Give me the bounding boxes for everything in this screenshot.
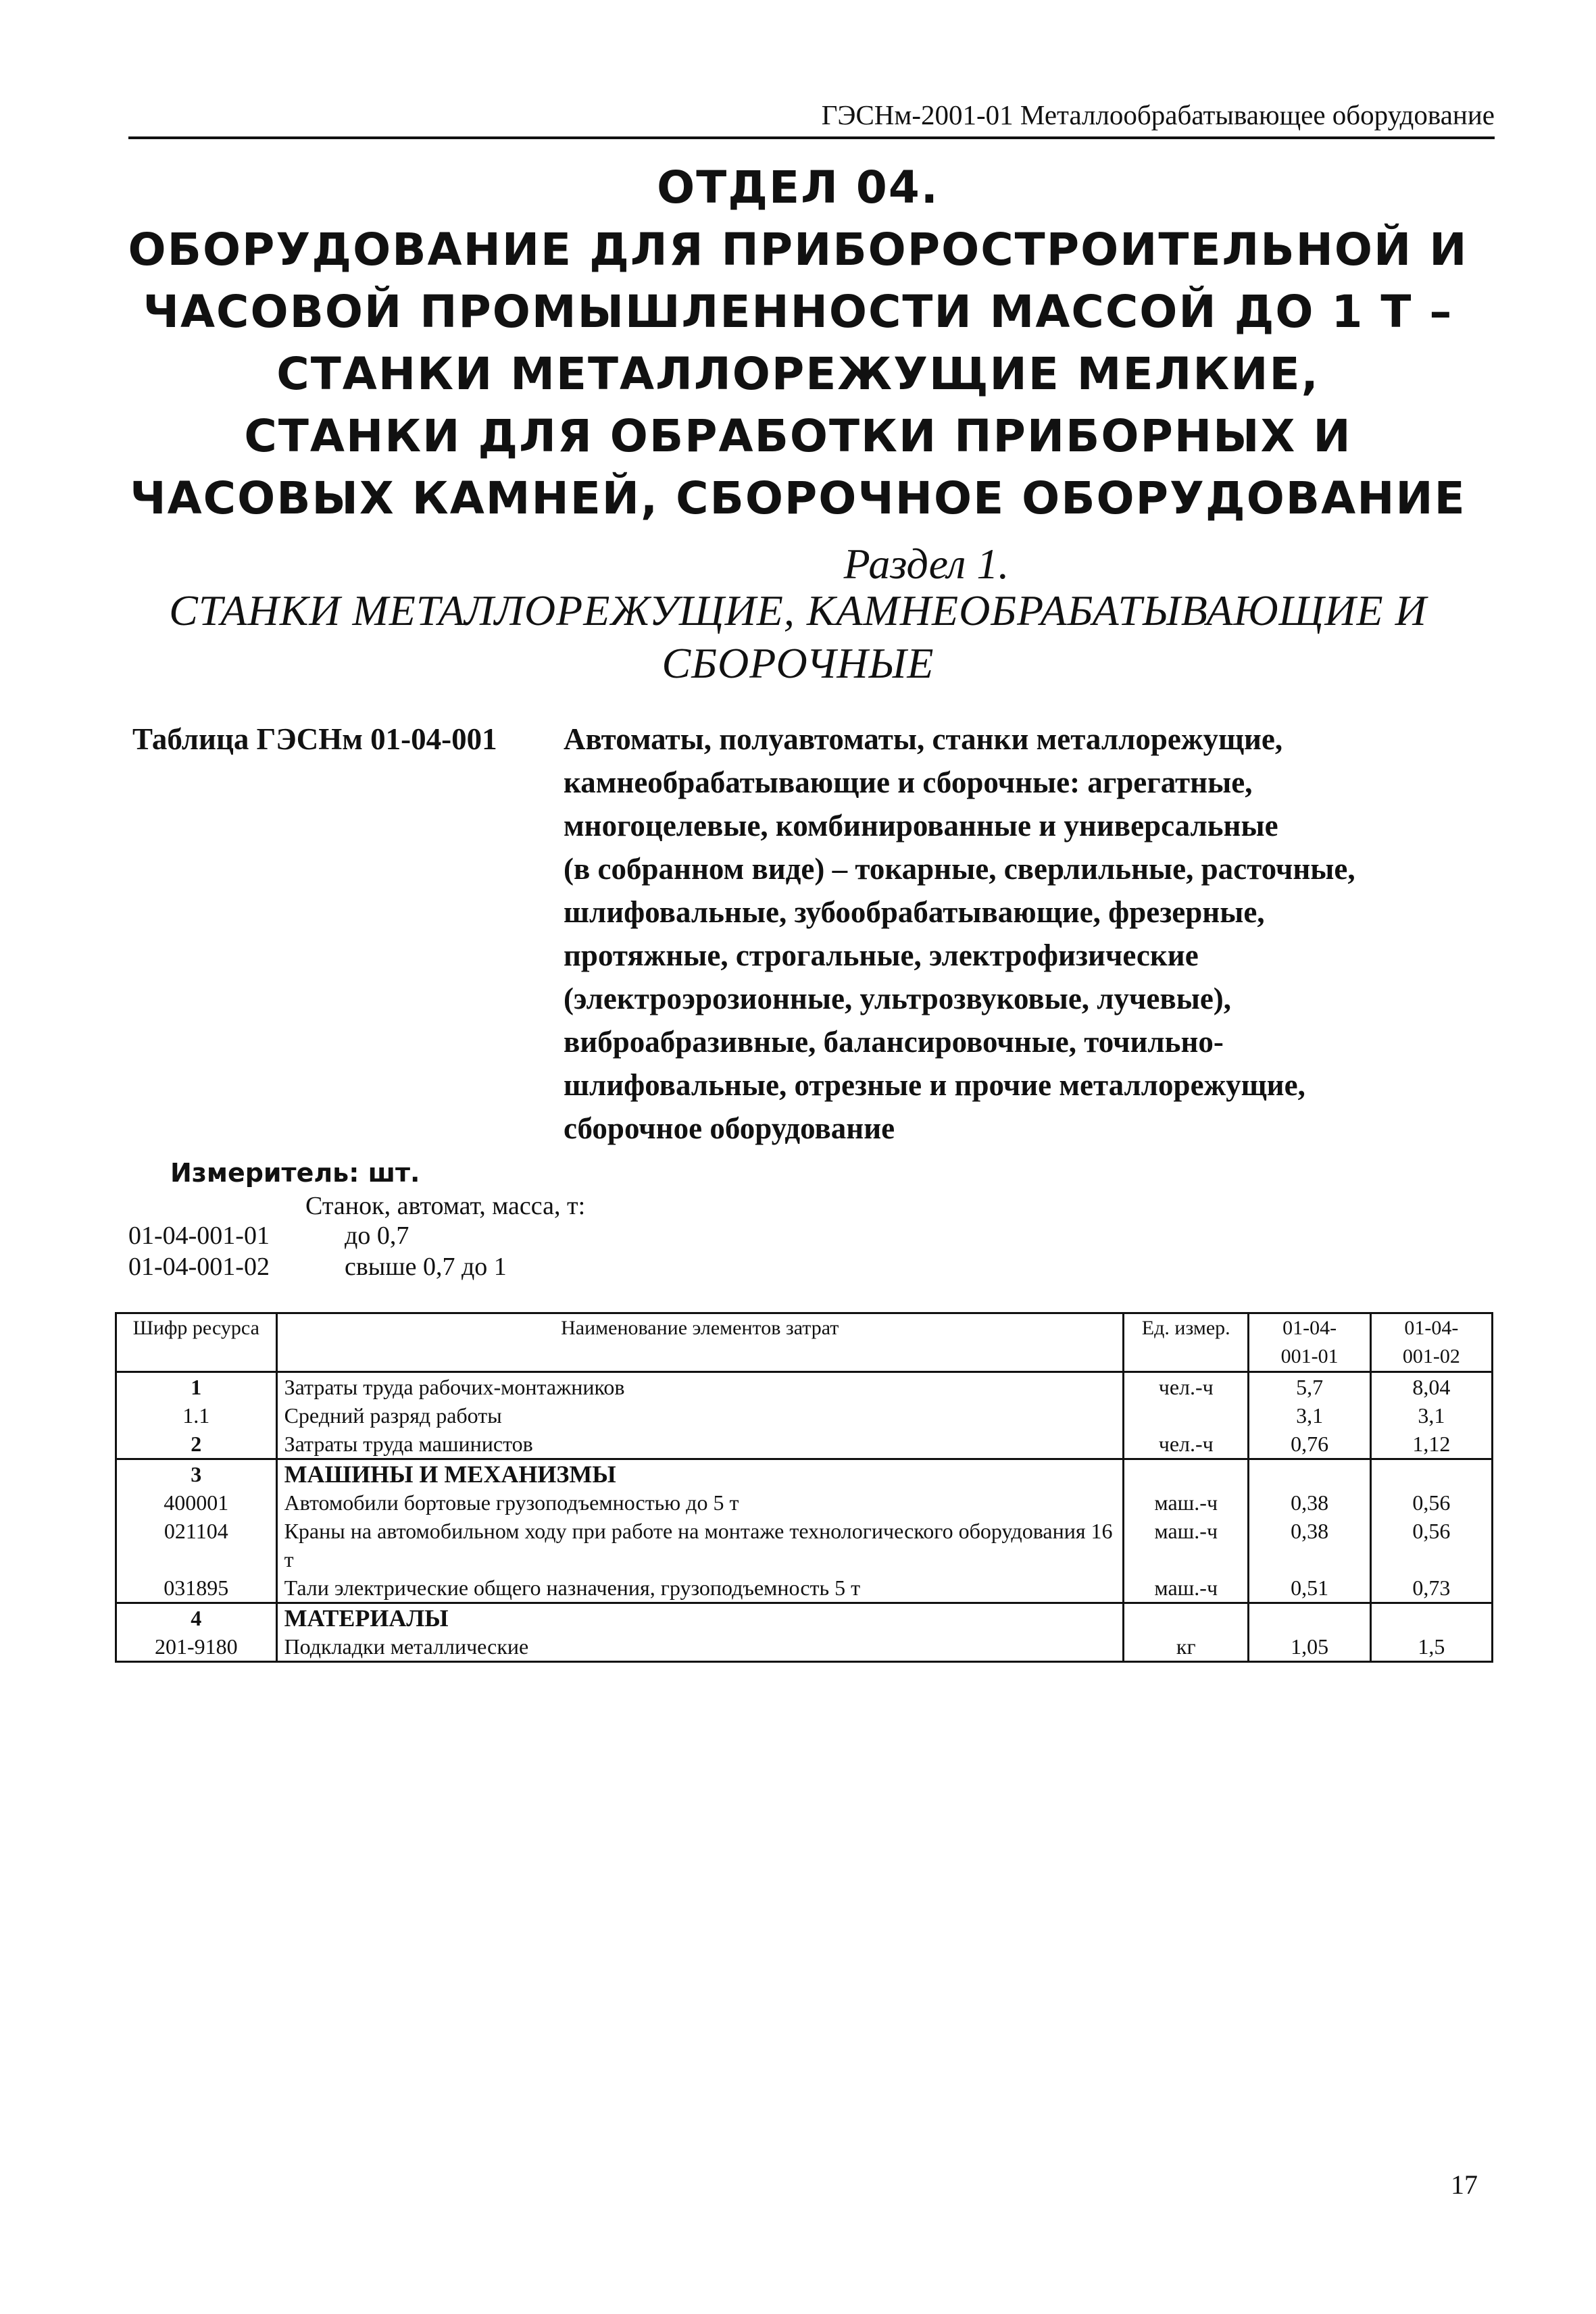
table-description — [564, 718, 1482, 1150]
table-row — [116, 1574, 1493, 1603]
row-code: 4 — [116, 1603, 277, 1633]
description-line: (в собранном виде) – токарные, сверлильные, расточные, — [564, 852, 1355, 886]
row-value-1: 5,7 — [1249, 1372, 1370, 1402]
row-value-2 — [1370, 1459, 1492, 1489]
description-line: Автоматы, полуавтоматы, станки металлорежущие, — [564, 722, 1283, 756]
header-col1-line: 001-01 — [1280, 1345, 1339, 1367]
header-unit: Ед. измер. — [1124, 1313, 1249, 1372]
description-line: шлифовальные, отрезные и прочие металлорежущие, — [564, 1068, 1305, 1102]
row-value-1 — [1249, 1459, 1370, 1489]
row-value-1 — [1249, 1603, 1370, 1633]
row-value-2: 8,04 — [1370, 1372, 1492, 1402]
row-code: 2 — [116, 1430, 277, 1459]
row-value-1: 0,38 — [1249, 1517, 1370, 1574]
row-value-2: 0,56 — [1370, 1488, 1492, 1517]
variant-name: свыше 0,7 до 1 — [345, 1253, 507, 1281]
row-code: 1 — [116, 1372, 277, 1402]
row-code: 3 — [116, 1459, 277, 1489]
row-unit — [1124, 1459, 1249, 1489]
department-title-line: ОТДЕЛ 04. — [657, 161, 939, 213]
row-name: Тали электрические общего назначения, грузоподъемность 5 т — [276, 1574, 1123, 1603]
table-row — [116, 1401, 1493, 1430]
table-code: Таблица ГЭСНм 01-04-001 — [132, 722, 497, 756]
header-col2-line: 001-02 — [1402, 1345, 1460, 1367]
row-value-1: 3,1 — [1249, 1401, 1370, 1430]
table-row — [116, 1459, 1493, 1489]
department-title — [101, 157, 1495, 530]
cost-table — [115, 1312, 1493, 1663]
variant-code: 01-04-001-02 — [128, 1253, 270, 1281]
description-line: протяжные, строгальные, электрофизические — [564, 938, 1199, 972]
table-row — [116, 1603, 1493, 1633]
department-title-line: СТАНКИ ДЛЯ ОБРАБОТКИ ПРИБОРНЫХ И — [244, 410, 1352, 462]
row-value-1: 0,76 — [1249, 1430, 1370, 1459]
row-unit: кг — [1124, 1632, 1249, 1662]
section-title-line: СБОРОЧНЫЕ — [662, 639, 934, 687]
row-unit: маш.-ч — [1124, 1574, 1249, 1603]
header-name: Наименование элементов затрат — [276, 1313, 1123, 1372]
row-value-2: 0,56 — [1370, 1517, 1492, 1574]
row-name: Краны на автомобильном ходу при работе на монтаже технологического оборудования 16 т — [276, 1517, 1123, 1574]
header-code: Шифр ресурса — [116, 1313, 277, 1372]
table-row — [116, 1372, 1493, 1402]
header-col2 — [1370, 1313, 1492, 1372]
row-code: 201-9180 — [116, 1632, 277, 1662]
row-value-1: 1,05 — [1249, 1632, 1370, 1662]
row-name: Средний разряд работы — [276, 1401, 1123, 1430]
description-line: (электроэрозионные, ультрозвуковые, лучевые), — [564, 982, 1232, 1015]
row-value-2 — [1370, 1603, 1492, 1633]
description-line: камнеобрабатывающие и сборочные: агрегатные, — [564, 765, 1253, 799]
row-name: Подкладки металлические — [276, 1632, 1123, 1662]
description-line: сборочное оборудование — [564, 1111, 895, 1145]
variant-name: до 0,7 — [345, 1222, 409, 1250]
row-unit: маш.-ч — [1124, 1488, 1249, 1517]
row-value-2: 3,1 — [1370, 1401, 1492, 1430]
row-code: 1.1 — [116, 1401, 277, 1430]
row-code: 021104 — [116, 1517, 277, 1574]
row-name: Затраты труда машинистов — [276, 1430, 1123, 1459]
table-header-row — [116, 1313, 1493, 1372]
section-label: Раздел 1. — [843, 540, 1009, 588]
header-col2-line: 01-04- — [1404, 1317, 1459, 1339]
section-title — [135, 584, 1461, 690]
department-title-line: СТАНКИ МЕТАЛЛОРЕЖУЩИЕ МЕЛКИЕ, — [276, 348, 1320, 400]
row-unit: чел.-ч — [1124, 1430, 1249, 1459]
row-name: МАШИНЫ И МЕХАНИЗМЫ — [276, 1459, 1123, 1489]
row-name: Автомобили бортовые грузоподъемностью до 5 т — [276, 1488, 1123, 1517]
row-name: МАТЕРИАЛЫ — [276, 1603, 1123, 1633]
row-unit: чел.-ч — [1124, 1372, 1249, 1402]
page-number: 17 — [1451, 2169, 1478, 2200]
running-header: ГЭСНм-2001-01 Металлообрабатывающее оборудование — [128, 95, 1495, 139]
header-col1 — [1249, 1313, 1370, 1372]
department-title-line: ЧАСОВОЙ ПРОМЫШЛЕННОСТИ МАССОЙ ДО 1 Т – — [143, 286, 1453, 338]
table-row — [116, 1632, 1493, 1662]
row-unit: маш.-ч — [1124, 1517, 1249, 1574]
row-code: 031895 — [116, 1574, 277, 1603]
meter-label: Измеритель: шт. — [170, 1158, 420, 1188]
row-unit — [1124, 1603, 1249, 1633]
table-row — [116, 1430, 1493, 1459]
description-line: многоцелевые, комбинированные и универсальные — [564, 809, 1278, 842]
row-unit — [1124, 1401, 1249, 1430]
description-line: виброабразивные, балансировочные, точильно- — [564, 1025, 1224, 1059]
row-value-2: 1,5 — [1370, 1632, 1492, 1662]
row-value-1: 0,38 — [1249, 1488, 1370, 1517]
meter-subheading: Станок, автомат, масса, т: — [305, 1192, 586, 1220]
department-title-line: ЧАСОВЫХ КАМНЕЙ, СБОРОЧНОЕ ОБОРУДОВАНИЕ — [130, 472, 1466, 524]
description-line: шлифовальные, зубообрабатывающие, фрезерные, — [564, 895, 1265, 929]
section-title-line: СТАНКИ МЕТАЛЛОРЕЖУЩИЕ, КАМНЕОБРАБАТЫВАЮЩИЕ И — [169, 586, 1427, 634]
row-value-1: 0,51 — [1249, 1574, 1370, 1603]
row-value-2: 1,12 — [1370, 1430, 1492, 1459]
variant-code: 01-04-001-01 — [128, 1222, 270, 1250]
department-title-line: ОБОРУДОВАНИЕ ДЛЯ ПРИБОРОСТРОИТЕЛЬНОЙ И — [128, 224, 1468, 276]
table-row — [116, 1488, 1493, 1517]
row-code: 400001 — [116, 1488, 277, 1517]
row-name: Затраты труда рабочих-монтажников — [276, 1372, 1123, 1402]
table-row — [116, 1517, 1493, 1574]
header-col1-line: 01-04- — [1282, 1317, 1337, 1339]
row-value-2: 0,73 — [1370, 1574, 1492, 1603]
